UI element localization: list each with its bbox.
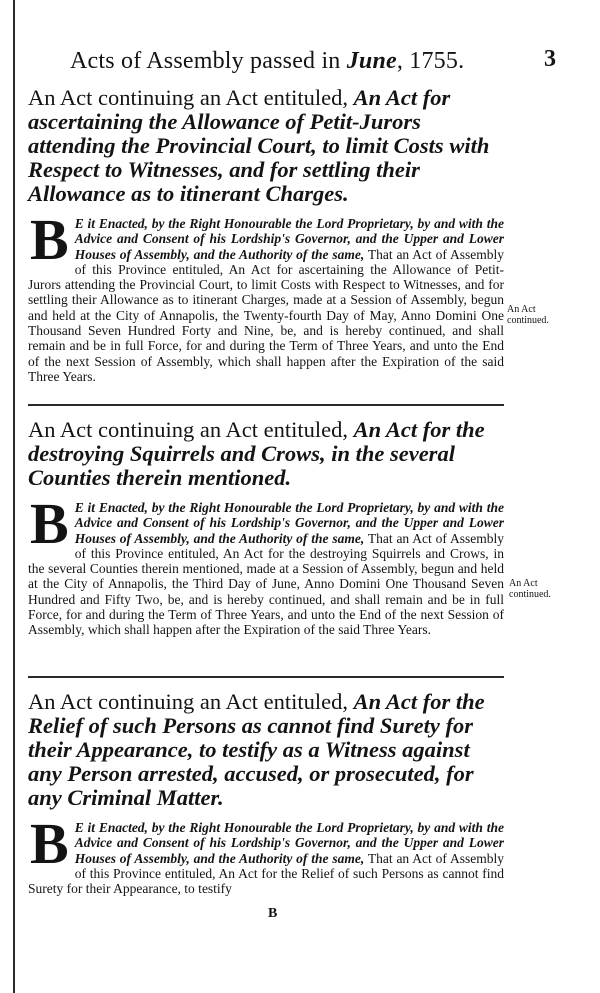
act-1-title [28,86,504,206]
act-3 [28,690,504,896]
act-3-title-lead: An Act continuing an Act entituled, [28,689,348,714]
act-1-margin-note: An Act continued. [507,304,549,326]
act-2-body-text: That an Act of Assembly of this Province entituled, An Act for the destroying Squirrels and Crows, in the several Counties therein mentioned, made at a Session of Assembly, begun and held at the City of Annapolis, the Third Day of June, Anno Domini One Thousand Seven Hundred and Fifty Two, be, and is hereby continued, and shall remain and be in full Force, for and during the Term of Three Years, and unto the End of the next Session of Assembly, which shall happen after the Expiration of the said Three Years. [28,530,504,638]
running-head [0,42,600,82]
act-3-title [28,690,504,810]
act-1-drop-cap: B [30,207,69,272]
act-1-enacting-clause: E it Enacted, by the Right Honourable the Lord Proprietary, by and with the Advice and Consent of his Lordship's Governor, and the Upper and Lower Houses of Assembly, and the Authority of the same, [74,216,504,262]
act-divider-1 [28,404,504,406]
act-divider-2 [28,676,504,678]
act-2 [28,418,504,638]
page-edge-rule [13,0,15,993]
act-3-body-text: That an Act of Assembly of this Province entituled, An Act for the Relief of such Persons as cannot find Surety for their Appearance, to testify [28,850,504,897]
act-2-title-tail: An Act for the destroying Squirrels and Crows, in the several Counties therein mentioned. [28,417,485,490]
running-title: Acts of Assembly passed in June, 1755. [70,48,465,74]
act-1-body-text: That an Act of Assembly of this Province entituled, An Act for ascertaining the Allowance of Petit-Jurors attending the Provincial Court, to limit Costs with Respect to Witnesses, and for settling their Allowance as to itinerant Charges, made at a Session of Assembly, begun and held at the City of Annapolis, the Twenty-fourth Day of May, Anno Domini One Thousand Seven Hundred Forty and Nine, be, and is hereby continued, and shall remain and be in full Force, for and during the Term of Three Years, and unto the End of the next Session of Assembly, which shall happen after the Expiration of the said Three Years. [28,246,504,384]
act-2-title-lead: An Act continuing an Act entituled, [28,417,348,442]
act-3-title-tail: An Act for the Relief of such Persons as cannot find Surety for their Appearance, to testify as a Witness against any Person arrested, accused, or prosecuted, for any Criminal Matter. [28,689,485,810]
act-2-enacting-clause: E it Enacted, by the Right Honourable the Lord Proprietary, by and with the Advice and Consent of his Lordship's Governor, and the Upper and Lower Houses of Assembly, and the Authority of the same, [74,500,504,546]
act-2-margin-note: An Act continued. [509,578,551,600]
act-1-title-tail: An Act for ascertaining the Allowance of Petit-Jurors attending the Provincial Court, to limit Costs with Respect to Witnesses, and for settling their Allowance as to itinerant Charges. [28,85,490,206]
act-3-enacting-clause: E it Enacted, by the Right Honourable the Lord Proprietary, by and with the Advice and Consent of his Lordship's Governor, and the Upper and Lower Houses of Assembly, and the Authority of the same, [74,820,504,866]
page-number: 3 [544,46,556,72]
running-title-month: June [346,48,397,74]
act-1-body [28,207,504,384]
act-2-body [28,491,504,638]
act-1 [28,86,504,384]
act-3-body [28,811,504,897]
act-1-title-lead: An Act continuing an Act entituled, [28,85,348,110]
act-2-drop-cap: B [30,491,69,556]
act-3-drop-cap: B [30,811,69,876]
act-2-title [28,418,504,490]
signature-mark: B [268,906,278,921]
